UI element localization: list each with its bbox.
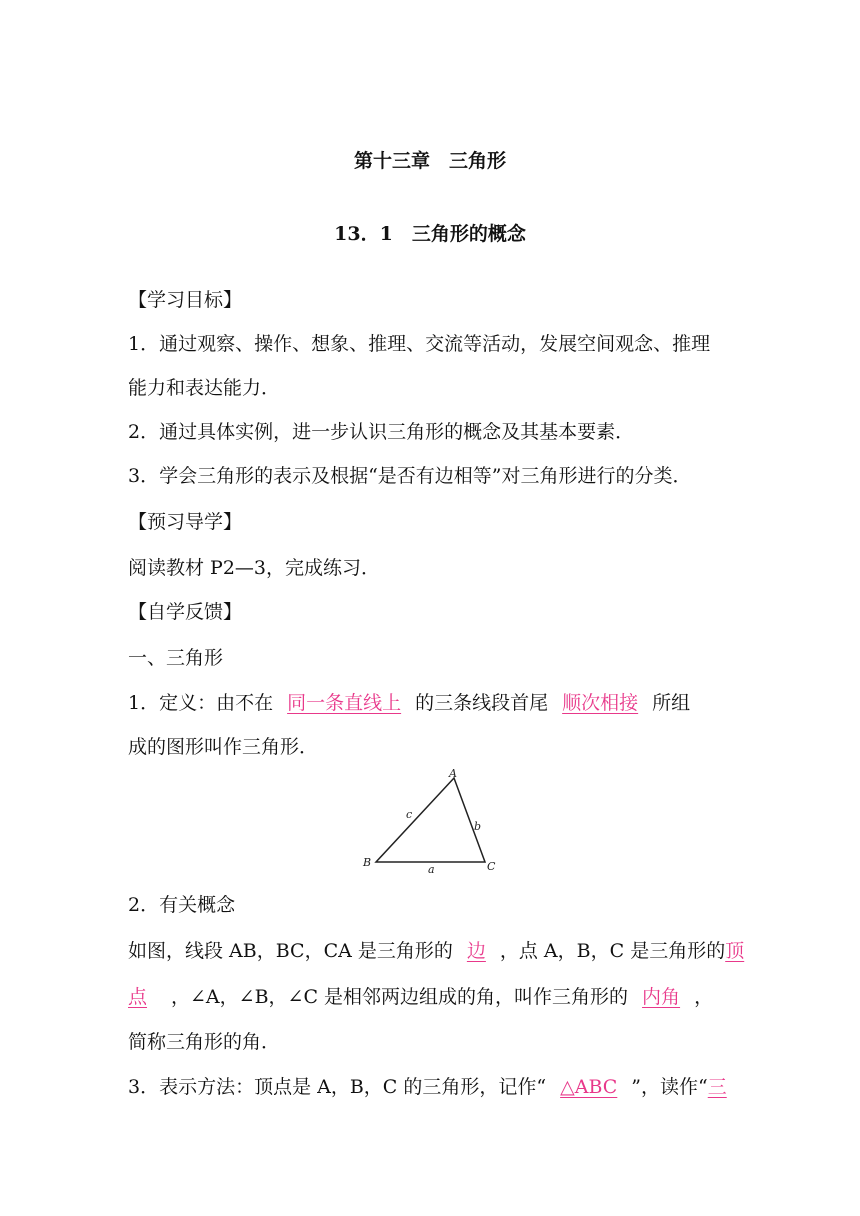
definition-line-2: 成的图形叫作三角形． <box>128 736 319 758</box>
concepts-prefix: 如图，线段 AB，BC，CA 是三角形的 <box>128 940 453 962</box>
concepts-line2-suffix: ， <box>694 986 714 1008</box>
preview-heading: 【预习导学】 <box>128 511 243 533</box>
section-title: 13．1 三角形的概念 <box>334 223 526 245</box>
concepts-line-1 <box>128 936 744 963</box>
side-b-label: b <box>474 820 482 833</box>
feedback-heading: 【自学反馈】 <box>128 601 243 623</box>
blank-interior-angle: 内角 <box>642 986 681 1008</box>
definition-middle: 的三条线段首尾 <box>415 692 549 714</box>
vertex-A-label: A <box>449 768 457 780</box>
concepts-line-2 <box>128 982 713 1009</box>
definition-line <box>128 688 690 715</box>
objective-1b: 能力和表达能力． <box>128 377 281 399</box>
blank-head-to-tail: 顺次相接 <box>562 692 639 714</box>
triangle-figure <box>360 768 510 878</box>
part-1-heading: 一、三角形 <box>128 647 224 669</box>
notation-prefix: 3．表示方法：顶点是 A，B，C 的三角形，记作“ <box>128 1076 547 1098</box>
notation-line <box>128 1072 727 1099</box>
chapter-title: 第十三章 三角形 <box>353 150 506 172</box>
blank-triangle-symbol: △ABC <box>560 1076 618 1098</box>
concepts-middle: ，点 A，B，C 是三角形的 <box>499 940 726 962</box>
concepts-line2-middle: ，∠A，∠B，∠C 是相邻两边组成的角，叫作三角形的 <box>171 986 629 1008</box>
objective-2: 2．通过具体实例，进一步认识三角形的概念及其基本要素． <box>128 421 635 443</box>
triangle-shape <box>376 778 485 862</box>
objectives-heading: 【学习目标】 <box>128 289 243 311</box>
blank-read-as: 三 <box>707 1076 727 1098</box>
preview-text: 阅读教材 P2—3，完成练习． <box>128 557 381 579</box>
notation-middle: ”，读作“ <box>631 1076 708 1098</box>
definition-suffix: 所组 <box>652 692 691 714</box>
blank-side: 边 <box>466 940 486 962</box>
concepts-line-3: 简称三角形的角． <box>128 1031 281 1053</box>
blank-same-line: 同一条直线上 <box>287 692 402 714</box>
blank-vertex-part2: 点 <box>128 986 148 1008</box>
objective-3: 3．学会三角形的表示及根据“是否有边相等”对三角形进行的分类． <box>128 465 692 487</box>
side-a-label: a <box>428 863 435 876</box>
objective-1a: 1．通过观察、操作、想象、推理、交流等活动，发展空间观念、推理 <box>128 333 711 355</box>
vertex-B-label: B <box>363 856 372 869</box>
side-c-label: c <box>406 808 413 821</box>
definition-prefix: 1．定义：由不在 <box>128 692 274 714</box>
blank-vertex-part1: 顶 <box>725 940 745 962</box>
concepts-heading: 2．有关概念 <box>128 894 236 916</box>
vertex-C-label: C <box>487 860 496 873</box>
